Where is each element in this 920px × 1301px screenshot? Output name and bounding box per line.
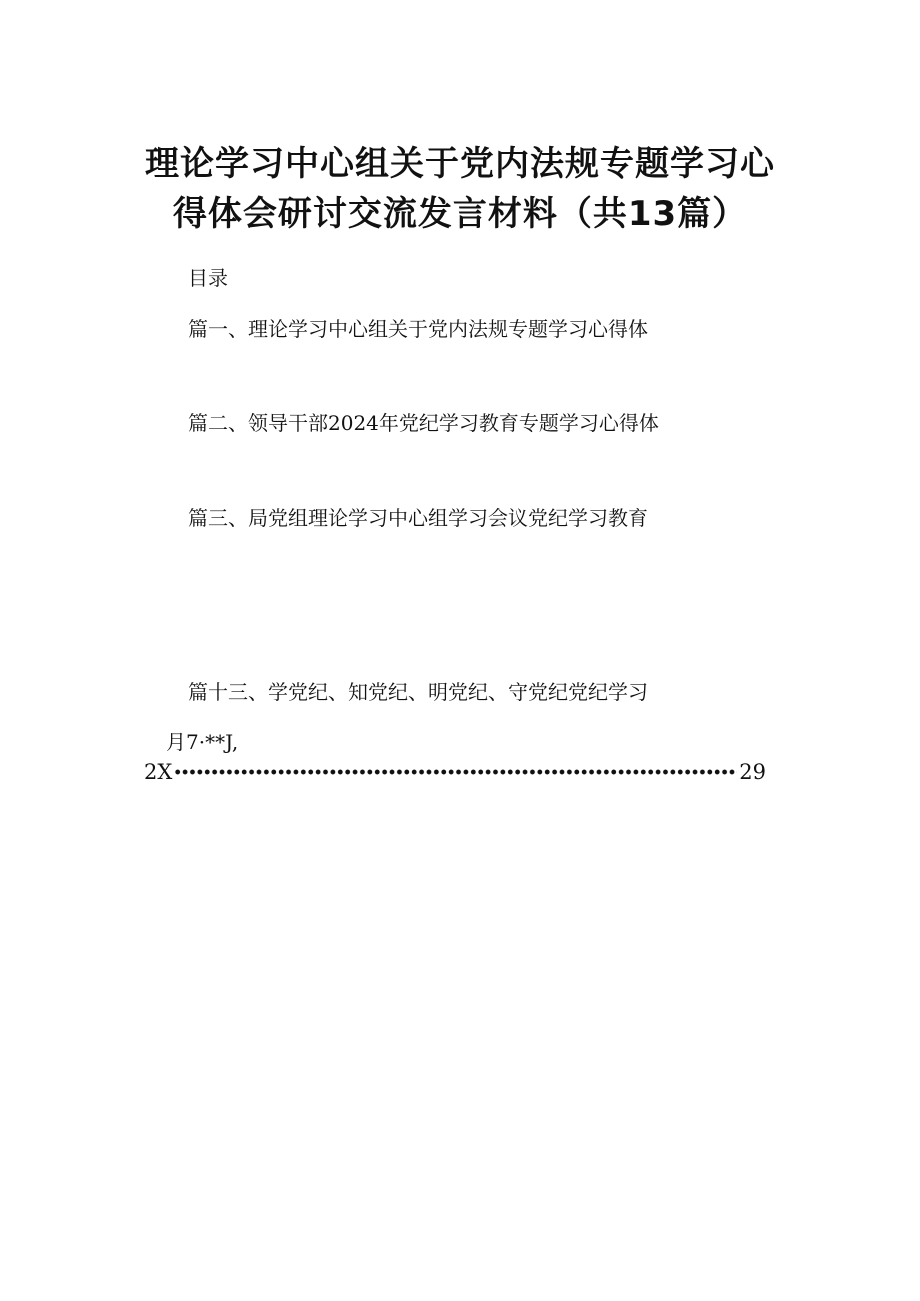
toc-heading: 目录: [188, 266, 228, 290]
toc-item-3: 篇三、局党组理论学习中心组学习会议党纪学习教育: [188, 506, 648, 530]
toc-item-13: 篇十三、学党纪、知党纪、明党纪、守党纪党纪学习: [188, 680, 648, 704]
document-title-line-1: 理论学习中心组关于党内法规专题学习心: [145, 144, 775, 184]
toc-leader-line: [144, 758, 766, 786]
toc-item-1: 篇一、理论学习中心组关于党内法规专题学习心得体: [188, 317, 648, 341]
document-title-line-2: 得体会研讨交流发言材料（共13篇）: [172, 194, 748, 234]
dot-leader: [174, 769, 737, 775]
toc-page-number: 29: [739, 760, 766, 784]
toc-leader-prefix: 2X: [144, 760, 173, 784]
toc-item-2: 篇二、领导干部2024年党纪学习教育专题学习心得体: [188, 411, 659, 435]
toc-continuation-text: 月7·**J,: [166, 730, 239, 754]
